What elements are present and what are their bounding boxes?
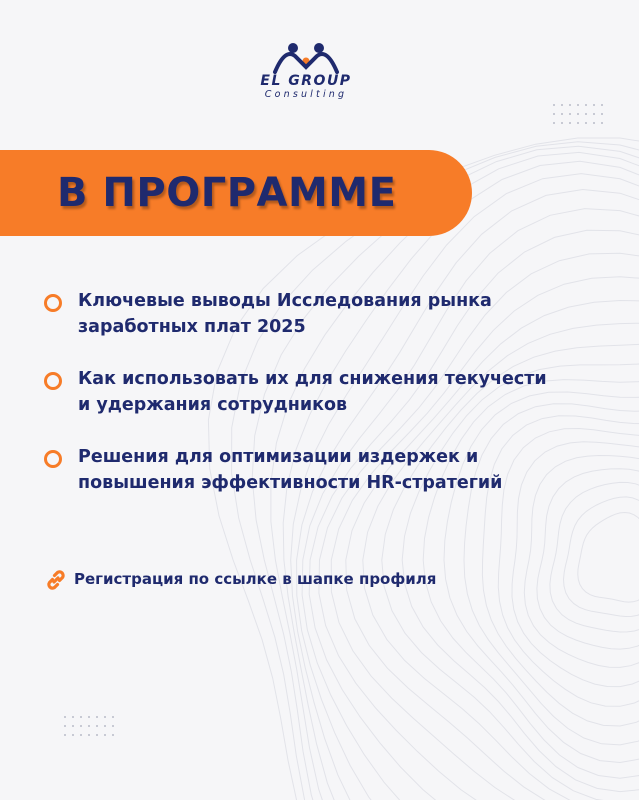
decorative-dot bbox=[64, 734, 66, 736]
decorative-dot bbox=[553, 122, 555, 124]
registration-text: Регистрация по ссылке в шапке профиля bbox=[74, 570, 437, 588]
decorative-dot bbox=[561, 104, 563, 106]
program-item bbox=[42, 366, 602, 418]
brand-logo bbox=[236, 40, 376, 110]
decorative-dot bbox=[72, 716, 74, 718]
decorative-dot bbox=[72, 725, 74, 727]
decorative-dot bbox=[601, 113, 603, 115]
decorative-dot bbox=[80, 716, 82, 718]
decorative-dot bbox=[80, 725, 82, 727]
decorative-dot bbox=[553, 104, 555, 106]
circle-outline-icon bbox=[44, 372, 62, 390]
decorative-dot bbox=[112, 716, 114, 718]
decorative-dot bbox=[88, 725, 90, 727]
decorative-dot bbox=[601, 104, 603, 106]
decorative-dot bbox=[593, 122, 595, 124]
decorative-dot bbox=[104, 734, 106, 736]
decorative-dot bbox=[553, 113, 555, 115]
decorative-dot bbox=[64, 725, 66, 727]
wave-line bbox=[578, 513, 639, 603]
decorative-dot bbox=[112, 734, 114, 736]
decorative-dot bbox=[593, 104, 595, 106]
decorative-dot bbox=[80, 734, 82, 736]
logo-subtitle: Consulting bbox=[264, 89, 348, 100]
logo-name: EL GROUP bbox=[260, 73, 352, 89]
program-item-line: повышения эффективности HR-стратегий bbox=[78, 473, 503, 493]
decorative-dot bbox=[569, 104, 571, 106]
decorative-dot bbox=[585, 104, 587, 106]
decorative-dot bbox=[104, 725, 106, 727]
program-item-line: Ключевые выводы Исследования рынка bbox=[78, 291, 492, 311]
link-icon bbox=[44, 568, 68, 592]
program-item-line: заработных плат 2025 bbox=[78, 317, 306, 337]
decorative-dot bbox=[96, 716, 98, 718]
decorative-dot bbox=[96, 725, 98, 727]
program-item bbox=[42, 444, 602, 496]
decorative-dot bbox=[88, 734, 90, 736]
decorative-dot bbox=[585, 113, 587, 115]
decorative-dot-grid-bottom bbox=[64, 716, 114, 736]
circle-outline-icon bbox=[44, 294, 62, 312]
decorative-dot bbox=[561, 122, 563, 124]
decorative-dot bbox=[72, 734, 74, 736]
logo-people-icon bbox=[271, 40, 341, 74]
decorative-dot bbox=[64, 716, 66, 718]
circle-outline-icon bbox=[44, 450, 62, 468]
program-item-line: и удержания сотрудников bbox=[78, 395, 348, 415]
decorative-dot bbox=[577, 104, 579, 106]
decorative-dot bbox=[569, 113, 571, 115]
decorative-dot bbox=[96, 734, 98, 736]
decorative-dot bbox=[585, 122, 587, 124]
decorative-dot bbox=[561, 113, 563, 115]
decorative-dot bbox=[104, 716, 106, 718]
program-list bbox=[42, 288, 602, 522]
banner-title: В ПРОГРАММЕ bbox=[57, 170, 397, 216]
program-item-line: Как использовать их для снижения текучести bbox=[78, 369, 547, 389]
decorative-dot bbox=[593, 113, 595, 115]
program-item bbox=[42, 288, 602, 340]
decorative-dot bbox=[569, 122, 571, 124]
decorative-dot bbox=[601, 122, 603, 124]
decorative-dot bbox=[577, 122, 579, 124]
decorative-dot-grid-top bbox=[553, 104, 603, 124]
program-item-line: Решения для оптимизации издержек и bbox=[78, 447, 479, 467]
decorative-dot bbox=[112, 725, 114, 727]
decorative-dot bbox=[88, 716, 90, 718]
decorative-dot bbox=[577, 113, 579, 115]
